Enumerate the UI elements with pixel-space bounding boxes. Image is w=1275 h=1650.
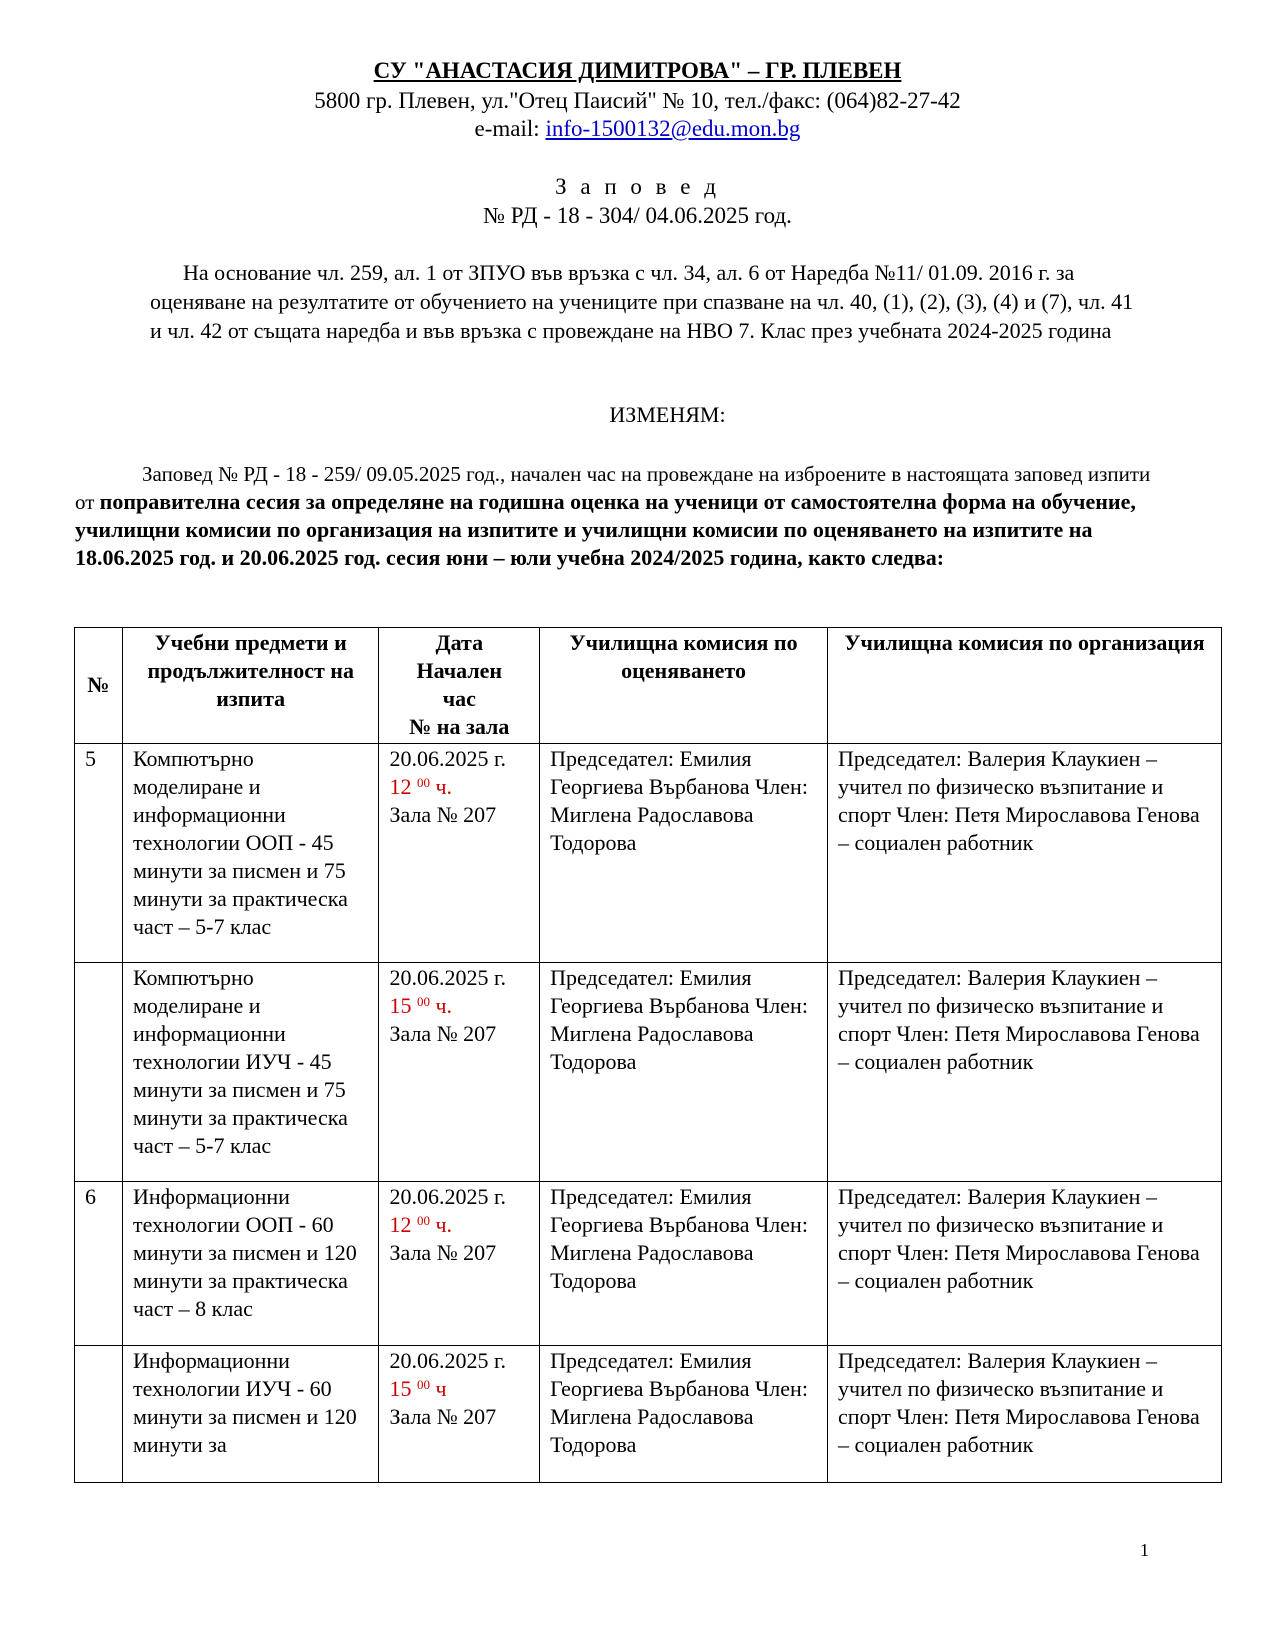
cell-no [75, 1346, 123, 1483]
cell-date [379, 963, 540, 1182]
exam-date: 20.06.2025 г. [389, 746, 507, 771]
hour-value: 12 [389, 1212, 412, 1237]
cell-org: Председател: Валерия Клаукиен – учител по физическо възпитание и спорт Член: Петя Мирославова Генова – социален работник [827, 744, 1221, 963]
hour-value: 15 [389, 1376, 412, 1401]
exam-table [74, 627, 1222, 1483]
cell-org: Председател: Валерия Клаукиен – учител по физическо възпитание и спорт Член: Петя Мирославова Генова – социален работник [827, 1182, 1221, 1346]
email-label: e-mail: [474, 116, 546, 141]
cell-date [379, 1182, 540, 1346]
order-title: З а п о в е д [555, 174, 720, 199]
exam-hour [389, 992, 529, 1020]
hour-value: 12 [389, 774, 412, 799]
exam-hour [389, 773, 529, 801]
header-date-line: № на зала [409, 714, 510, 739]
paragraph-bold: поправителна сесия за определяне на годишна оценка на ученици от самостоятелна форма на обучение, училищни комисии по организация на изпитите и училищни комисии по оценяването на изпитите на 18.06.2025 год. и 20.06.2025 год. сесия юни – юли учебна 2024/2025 година, както следва: [75, 489, 1136, 570]
hour-minutes: 00 [416, 1377, 430, 1392]
cell-eval: Председател: Емилия Георгиева Върбанова Член: Миглена Радославова Тодорова [540, 963, 828, 1182]
cell-no: 6 [75, 1182, 123, 1346]
cell-org: Председател: Валерия Клаукиен – учител по физическо възпитание и спорт Член: Петя Мирославова Генова – социален работник [827, 963, 1221, 1182]
cell-no: 5 [75, 744, 123, 963]
exam-room: Зала № 207 [389, 802, 497, 827]
header-org: Училищна комисия по организация [827, 628, 1221, 744]
exam-room: Зала № 207 [389, 1240, 497, 1265]
header-date-line: час [442, 686, 476, 711]
header-date [379, 628, 540, 744]
header-subject: Учебни предмети и продължителност на изпита [122, 628, 379, 744]
hour-minutes: 00 [416, 775, 430, 790]
hour-value: 15 [389, 993, 412, 1018]
basis-text: На основание чл. 259, ал. 1 от ЗПУО във връзка с чл. 34, ал. 6 от Наредба №11/ 01.09. 2016 г. за оценяване на резултатите от обучението на учениците при спазване на чл. 40, (1), (2), (3), (4) и (7), чл. 41 и чл. 42 от същата наредба и във връзка с провеждане на НВО 7. Клас през учебната 2024-2025 година [150, 260, 1134, 343]
email-link[interactable]: info-1500132@edu.mon.bg [545, 116, 801, 141]
header-no: № [75, 628, 123, 744]
cell-subject: Компютърно моделиране и информационни технологии ООП - 45 минути за писмен и 75 минути за практическа част – 5-7 клас [122, 744, 379, 963]
exam-room: Зала № 207 [389, 1404, 497, 1429]
change-paragraph [75, 460, 1155, 572]
order-number: № РД - 18 - 304/ 04.06.2025 год. [483, 203, 792, 228]
table-row [75, 1182, 1222, 1346]
page-number: 1 [1140, 1540, 1149, 1560]
table-row [75, 1346, 1222, 1483]
cell-eval: Председател: Емилия Георгиева Върбанова Член: Миглена Радославова Тодорова [540, 1182, 828, 1346]
school-name: СУ "АНАСТАСИЯ ДИМИТРОВА" – ГР. ПЛЕВЕН [373, 58, 902, 83]
exam-hour [389, 1375, 529, 1403]
header-date-line: Начален [416, 658, 503, 683]
exam-hour [389, 1211, 529, 1239]
table-row [75, 744, 1222, 963]
cell-subject: Компютърно моделиране и информационни технологии ИУЧ - 45 минути за писмен и 75 минути за практическа част – 5-7 клас [122, 963, 379, 1182]
hour-minutes: 00 [416, 994, 430, 1009]
cell-date [379, 744, 540, 963]
order-basis [150, 258, 1150, 345]
change-heading: ИЗМЕНЯМ: [609, 402, 726, 427]
exam-date: 20.06.2025 г. [389, 1184, 507, 1209]
hour-suffix: ч. [429, 774, 453, 799]
exam-room: Зала № 207 [389, 1021, 497, 1046]
cell-eval: Председател: Емилия Георгиева Върбанова Член: Миглена Радославова Тодорова [540, 744, 828, 963]
cell-date [379, 1346, 540, 1483]
table-row [75, 963, 1222, 1182]
school-address: 5800 гр. Плевен, ул."Отец Паисий" № 10, тел./факс: (064)82-27-42 [314, 88, 961, 113]
hour-suffix: ч. [429, 1212, 453, 1237]
paragraph-plain: Заповед № РД - 18 - 259/ 09.05.2025 год., начален час на провеждане на изброените в настоящата заповед изпити от [75, 462, 1151, 514]
cell-eval: Председател: Емилия Георгиева Върбанова Член: Миглена Радославова Тодорова [540, 1346, 828, 1483]
hour-minutes: 00 [416, 1213, 430, 1228]
cell-org: Председател: Валерия Клаукиен – учител по физическо възпитание и спорт Член: Петя Мирославова Генова – социален работник [827, 1346, 1221, 1483]
hour-suffix: ч [429, 1376, 447, 1401]
cell-subject: Информационни технологии ИУЧ - 60 минути за писмен и 120 минути за [122, 1346, 379, 1483]
table-header-row [75, 628, 1222, 744]
hour-suffix: ч. [429, 993, 453, 1018]
exam-date: 20.06.2025 г. [389, 1348, 507, 1373]
header-eval: Училищна комисия по оценяването [540, 628, 828, 744]
header-date-line: Дата [435, 630, 484, 655]
cell-subject: Информационни технологии ООП - 60 минути за писмен и 120 минути за практическа част – 8 клас [122, 1182, 379, 1346]
exam-date: 20.06.2025 г. [389, 965, 507, 990]
school-email-line [0, 116, 1275, 142]
cell-no [75, 963, 123, 1182]
